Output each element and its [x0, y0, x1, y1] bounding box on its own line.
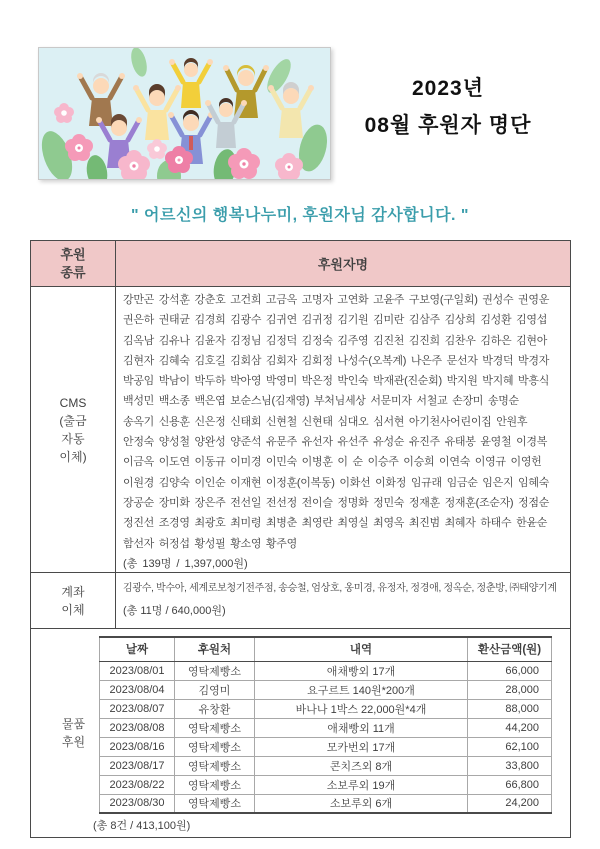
goods-table-row — [100, 680, 552, 699]
goods-table-row — [100, 794, 552, 813]
cms-name-line: 이원경 김양숙 이인순 이재현 이정훈(이복동) 이화선 이화정 임규래 임금순 임은지 임혜숙 — [123, 476, 550, 489]
detail-cell: 소보루외 6개 — [255, 794, 468, 813]
donor-cell: 영탁제빵소 — [175, 775, 255, 794]
goods-column-header: 환산금액(원) — [468, 637, 552, 661]
date-cell: 2023/08/17 — [100, 756, 175, 775]
detail-cell: 모카번외 17개 — [255, 737, 468, 756]
detail-cell: 바나나 1박스 22,000원*4개 — [255, 699, 468, 718]
donor-table-header-row — [31, 241, 570, 287]
cms-name-line: 강만곤 강석훈 강춘호 고건희 고금옥 고명자 고연화 고윤주 구보영(구일회) 권성수 권영운 — [123, 294, 550, 306]
cms-section-label: CMS (출금 자동 이체) — [31, 287, 116, 572]
donor-cell: 김영미 — [175, 680, 255, 699]
cms-name-line: 정진선 조경영 최광호 최미령 최병춘 최영란 최영실 최영옥 최진범 최혜자 하태수 한윤순 — [123, 517, 548, 530]
detail-cell: 요구르트 140원*200개 — [255, 680, 468, 699]
goods-table-row — [100, 737, 552, 756]
header-donor-names: 후원자명 — [116, 241, 570, 286]
donor-cell: 영탁제빵소 — [175, 718, 255, 737]
cms-name-line: 장공순 장미화 장은주 전선일 전선정 전이슬 정명화 정민숙 정재훈 정재훈(조순자) 정점순 — [123, 496, 550, 509]
amount-cell: 33,800 — [468, 756, 552, 775]
detail-cell: 애채빵외 11개 — [255, 718, 468, 737]
cms-name-line: 박공임 박남이 박두하 박아영 박영미 박은정 박인숙 박재관(진순회) 박지원 박지혜 박흥식 — [123, 375, 550, 388]
donor-cell: 영탁제빵소 — [175, 737, 255, 756]
goods-section-row — [31, 629, 570, 837]
thank-you-quote: " 어르신의 행복나누미, 후원자님 감사합니다. " — [131, 207, 469, 224]
donor-cell: 유창환 — [175, 699, 255, 718]
amount-cell: 66,000 — [468, 661, 552, 680]
cms-name-line: 백성민 백소종 백은엽 보순스님(김재영) 부처님세상 서문미자 서철교 손장미 송명순 — [123, 395, 519, 408]
date-cell: 2023/08/30 — [100, 794, 175, 813]
donor-cell: 영탁제빵소 — [175, 756, 255, 775]
cms-section-row — [31, 287, 570, 573]
donor-cell: 영탁제빵소 — [175, 661, 255, 680]
goods-table — [99, 636, 552, 814]
cms-name-line: 김현자 김혜숙 김호길 김회삼 김회자 김회정 나성수(오복계) 나은주 문선자 박경덕 박경자 — [123, 354, 550, 367]
amount-cell: 88,000 — [468, 699, 552, 718]
date-cell: 2023/08/16 — [100, 737, 175, 756]
goods-table-row — [100, 661, 552, 680]
donor-table — [30, 240, 571, 838]
goods-table-row — [100, 699, 552, 718]
goods-column-header: 후원처 — [175, 637, 255, 661]
bank-transfer-total: (총 11명 / 640,000원) — [123, 605, 226, 617]
amount-cell: 66,800 — [468, 775, 552, 794]
cms-name-line: 이금옥 이도연 이동규 이미경 이민숙 이병훈 이 순 이승주 이승희 이연숙 이영규 이영헌 — [123, 456, 542, 469]
cms-name-line: 권은하 권태균 김경희 김광수 김귀연 김귀정 김기원 김미란 김삼주 김상희 김성환 김영섭 — [123, 314, 548, 327]
amount-cell: 24,200 — [468, 794, 552, 813]
page-title — [320, 70, 576, 144]
title-year: 2023년 — [411, 77, 484, 100]
cms-total: (총 139명 / 1,397,000원) — [123, 557, 248, 570]
goods-total: (총 8건 / 413,100원) — [93, 820, 191, 832]
goods-column-header: 날짜 — [100, 637, 175, 661]
date-cell: 2023/08/04 — [100, 680, 175, 699]
bank-transfer-section-row — [31, 573, 570, 629]
amount-cell: 62,100 — [468, 737, 552, 756]
cms-name-line: 함선자 허정섭 황성필 황소영 황주영 — [123, 537, 297, 550]
cms-name-lines — [116, 287, 570, 572]
date-cell: 2023/08/07 — [100, 699, 175, 718]
date-cell: 2023/08/22 — [100, 775, 175, 794]
bank-transfer-names: 김광수, 박수아, 세계로보청기전주점, 송승철, 엄상호, 옹미경, 유정자, 정경애, 정옥순, 정춘방, ㈜태양기계 — [123, 583, 557, 594]
detail-cell: 소보루외 19개 — [255, 775, 468, 794]
goods-table-header-row — [100, 637, 552, 661]
detail-cell: 콘치즈외 8개 — [255, 756, 468, 775]
donor-cell: 영탁제빵소 — [175, 794, 255, 813]
bank-transfer-content — [116, 573, 570, 628]
cms-name-line: 안정숙 양성철 양완성 양준석 유문주 유선자 유선주 유성순 유진주 유태봉 윤영철 이경복 — [123, 436, 548, 449]
celebration-illustration — [38, 47, 331, 180]
goods-table-row — [100, 775, 552, 794]
goods-table-row — [100, 718, 552, 737]
goods-table-row — [100, 756, 552, 775]
detail-cell: 애채빵외 17개 — [255, 661, 468, 680]
amount-cell: 28,000 — [468, 680, 552, 699]
cms-name-line: 김옥남 김유나 김윤자 김정님 김정덕 김정숙 김주영 김진천 김진희 김찬우 김하은 김현아 — [123, 334, 548, 347]
people-flowers-illustration-graphic — [39, 48, 330, 179]
header-donation-type: 후원 종류 — [31, 241, 116, 286]
date-cell: 2023/08/08 — [100, 718, 175, 737]
goods-table-body — [100, 661, 552, 813]
date-cell: 2023/08/01 — [109, 664, 165, 677]
amount-cell: 44,200 — [468, 718, 552, 737]
cms-name-line: 송옥기 신용훈 신은정 신태회 신현철 신현태 심대오 심서현 아기천사어린이집 안원후 — [123, 415, 528, 428]
goods-column-header: 내역 — [255, 637, 468, 661]
title-month-list: 08월 후원자 명단 — [364, 114, 532, 137]
bank-transfer-section-label: 계좌 이체 — [31, 573, 116, 628]
goods-section-label: 물품 후원 — [61, 717, 86, 749]
